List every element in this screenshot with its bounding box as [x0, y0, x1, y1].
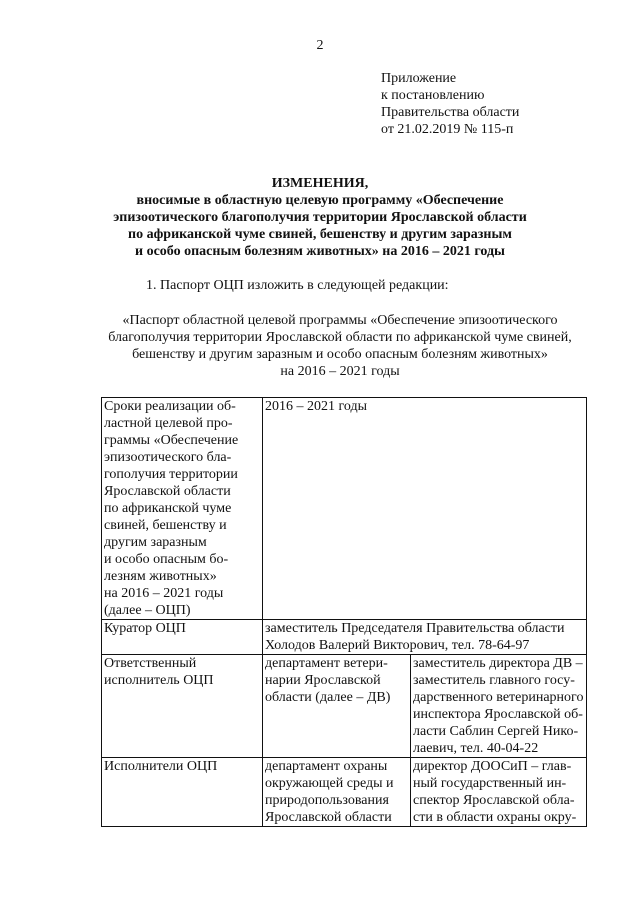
cell-line: по африканской чуме [104, 501, 232, 516]
row-label-executors [102, 758, 263, 827]
table-row [102, 398, 587, 620]
cell-line: другим заразным [104, 535, 207, 550]
passport-title [80, 312, 600, 380]
cell-line: директор ДООСиП – глав- [413, 759, 572, 774]
cell-line: эпизоотического бла- [104, 450, 232, 465]
cell-line: и особо опасным бо- [104, 552, 229, 567]
row-label-responsible [102, 655, 263, 758]
appendix-line: от 21.02.2019 № 115-п [381, 122, 514, 137]
cell-line: нарии Ярославской [265, 673, 381, 688]
row-label-curator [102, 620, 263, 655]
cell-line: области (далее – ДВ) [265, 690, 391, 705]
appendix-line: к постановлению [381, 88, 485, 103]
row-dept-responsible [263, 655, 411, 758]
cell-line: свиней, бешенству и [104, 518, 227, 533]
cell-line: Ярославской области [265, 810, 392, 825]
item-1-text: 1. Паспорт ОЦП изложить в следующей редакции: [146, 278, 449, 293]
cell-line: лаевич, тел. 40-04-22 [413, 741, 539, 756]
cell-line: Холодов Валерий Викторович, тел. 78-64-97 [265, 638, 530, 653]
cell-line: инспектора Ярославской об- [413, 707, 583, 722]
row-dept-executors [263, 758, 411, 827]
title-line: вносимые в областную целевую программу «Обеспечение [136, 193, 504, 208]
cell-line: лезням животных» [104, 569, 217, 584]
document-title [60, 175, 580, 260]
passport-title-line: бешенству и другим заразным и особо опасным болезням животных» [132, 347, 548, 362]
cell-line: Сроки реализации об- [104, 399, 236, 414]
cell-line: гополучия территории [104, 467, 238, 482]
passport-title-line: «Паспорт областной целевой программы «Обеспечение эпизоотического [122, 313, 558, 328]
table-row [102, 655, 587, 758]
table-row [102, 758, 587, 827]
cell-line: ный государственный ин- [413, 776, 567, 791]
title-line: эпизоотического благополучия территории Ярославской области [113, 210, 527, 225]
cell-line: департамент охраны [265, 759, 388, 774]
row-value-terms [263, 398, 587, 620]
row-person-executors [411, 758, 587, 827]
title-line: ИЗМЕНЕНИЯ, [271, 176, 369, 191]
cell-line: Исполнители ОЦП [104, 759, 218, 774]
cell-line: дарственного ветеринарного [413, 690, 584, 705]
passport-table [101, 397, 587, 827]
cell-line: Куратор ОЦП [104, 621, 186, 636]
cell-line: сти в области охраны окру- [413, 810, 577, 825]
row-person-responsible [411, 655, 587, 758]
cell-line: заместитель главного госу- [413, 673, 575, 688]
cell-line: 2016 – 2021 годы [265, 399, 368, 414]
cell-line: спектор Ярославской обла- [413, 793, 575, 808]
cell-line: окружающей среды и [265, 776, 394, 791]
cell-line: исполнитель ОЦП [104, 673, 214, 688]
cell-line: ластной целевой про- [104, 416, 233, 431]
cell-line: на 2016 – 2021 годы [104, 586, 224, 601]
cell-line: Ярославской области [104, 484, 231, 499]
row-value-curator [263, 620, 587, 655]
table-row [102, 620, 587, 655]
cell-line: заместитель директора ДВ – [413, 656, 583, 671]
appendix-block [381, 70, 519, 138]
passport-title-line: благополучия территории Ярославской области по африканской чуме свиней, [108, 330, 572, 345]
page-number: 2 [316, 38, 324, 53]
cell-line: (далее – ОЦП) [104, 603, 191, 618]
cell-line: заместитель Председателя Правительства области [265, 621, 565, 636]
row-label-terms [102, 398, 263, 620]
cell-line: ласти Саблин Сергей Нико- [413, 724, 579, 739]
cell-line: Ответственный [104, 656, 197, 671]
title-line: и особо опасным болезням животных» на 2016 – 2021 годы [135, 244, 505, 259]
title-line: по африканской чуме свиней, бешенству и другим заразным [128, 227, 512, 242]
appendix-line: Приложение [381, 71, 457, 86]
passport-title-line: на 2016 – 2021 годы [280, 364, 400, 379]
cell-line: граммы «Обеспечение [104, 433, 239, 448]
appendix-line: Правительства области [381, 105, 520, 120]
cell-line: природопользования [265, 793, 389, 808]
cell-line: департамент ветери- [265, 656, 388, 671]
